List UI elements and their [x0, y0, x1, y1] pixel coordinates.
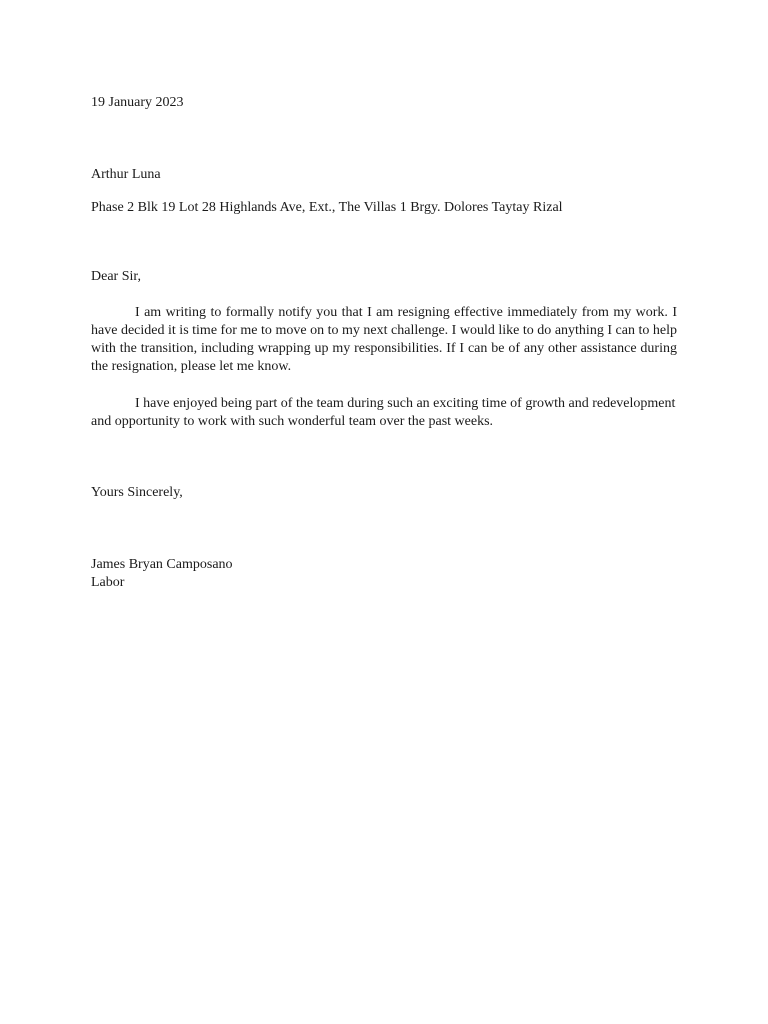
- letter-date: 19 January 2023: [91, 95, 184, 110]
- signer-name: James Bryan Camposano: [91, 557, 233, 572]
- closing: Yours Sincerely,: [91, 485, 183, 500]
- recipient-name: Arthur Luna: [91, 167, 161, 182]
- body-paragraph: I have enjoyed being part of the team during such an exciting time of growth and redevelopment and opportunity to work with such wonderful team over the past weeks.: [91, 396, 676, 429]
- signer-title: Labor: [91, 575, 125, 590]
- salutation: Dear Sir,: [91, 269, 141, 284]
- body-paragraph: I am writing to formally notify you that I am resigning effective immediately from my work. I have decided it is time for me to move on to my next challenge. I would like to do anything I can to help with the transition, including wrapping up my responsibilities. If I can be of any other assistance during the resignation, please let me know.: [91, 305, 677, 374]
- recipient-address: Phase 2 Blk 19 Lot 28 Highlands Ave, Ext., The Villas 1 Brgy. Dolores Taytay Rizal: [91, 200, 563, 215]
